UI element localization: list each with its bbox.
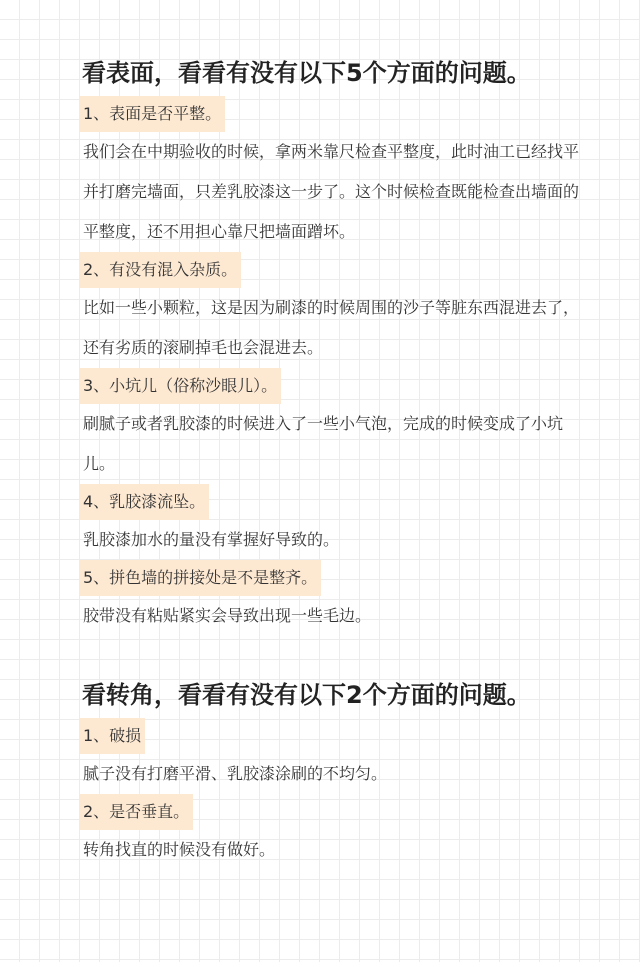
list-item [0, 252, 640, 368]
item-body: 乳胶漆加水的量没有掌握好导致的。 [83, 530, 340, 549]
list-item [0, 560, 640, 636]
section-title: 看转角，看看有没有以下2个方面的问题。 [82, 681, 531, 709]
item-heading: 2、是否垂直。 [79, 794, 193, 830]
item-body: 我们会在中期验收的时候，拿两米靠尺检查平整度，此时油工已经找平并打磨完墙面，只差乳胶漆这一步了。这个时候检查既能检查出墙面的平整度，还不用担心靠尺把墙面蹭坏。 [83, 142, 580, 241]
list-item [0, 96, 640, 252]
item-heading: 2、有没有混入杂质。 [79, 252, 241, 288]
item-body: 胶带没有粘贴紧实会导致出现一些毛边。 [83, 606, 372, 625]
item-body: 刷腻子或者乳胶漆的时候进入了一些小气泡，完成的时候变成了小坑儿。 [83, 414, 564, 473]
list-item [0, 794, 640, 870]
item-heading: 1、破损 [79, 718, 145, 754]
item-body: 比如一些小颗粒，这是因为刷漆的时候周围的沙子等脏东西混进去了，还有劣质的滚刷掉毛也会混进去。 [83, 298, 580, 357]
section-corner [0, 678, 640, 870]
item-heading: 5、拼色墙的拼接处是不是整齐。 [79, 560, 321, 596]
section-title: 看表面，看看有没有以下5个方面的问题。 [82, 59, 531, 87]
item-body: 腻子没有打磨平滑、乳胶漆涂刷的不均匀。 [83, 764, 388, 783]
item-heading: 1、表面是否平整。 [79, 96, 225, 132]
item-heading: 3、小坑儿（俗称沙眼儿）。 [79, 368, 281, 404]
section-surface [0, 56, 640, 636]
item-body: 转角找直的时候没有做好。 [83, 840, 276, 859]
list-item [0, 484, 640, 560]
list-item [0, 718, 640, 794]
item-heading: 4、乳胶漆流坠。 [79, 484, 209, 520]
list-item [0, 368, 640, 484]
